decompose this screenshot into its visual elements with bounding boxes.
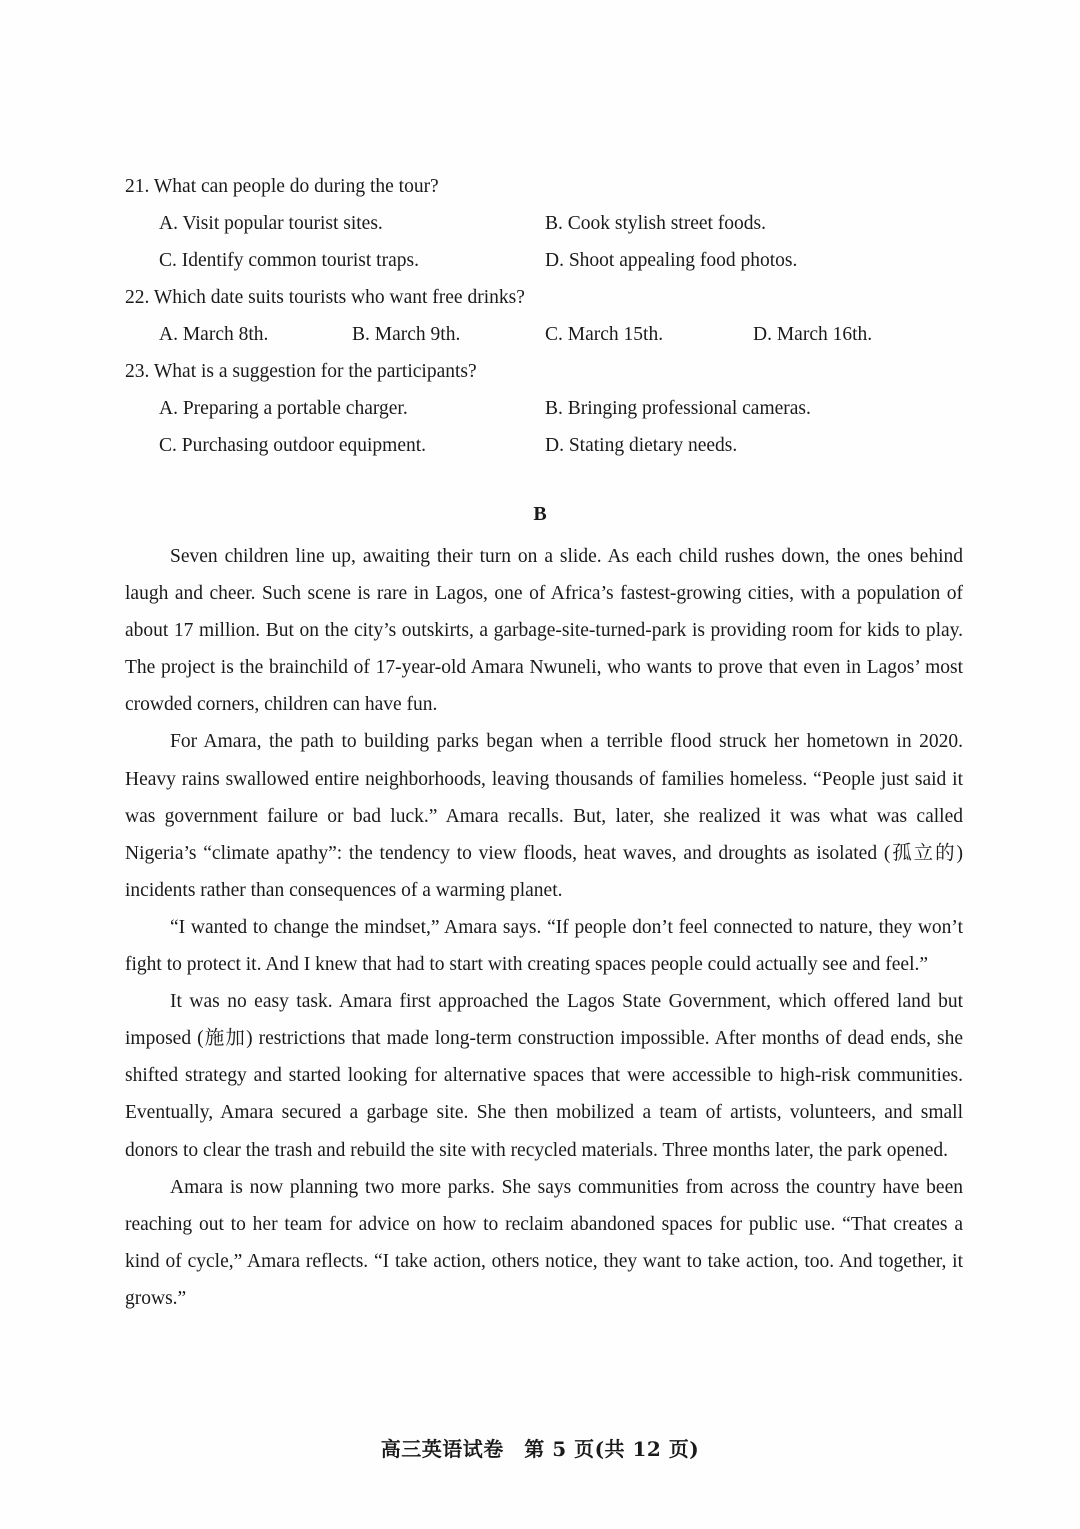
option-row [125,316,965,353]
option-row [125,205,965,242]
question-stem: 21. What can people do during the tour? [125,176,439,197]
option-a: A. March 8th. [159,324,269,345]
passage-paragraph: Seven children line up, awaiting their turn on a slide. As each child rushes down, the ones behind laugh and cheer. Such scene is rare in Lagos, one of Africa’s fastest-growing cities, with a population of about 17 million. But on the city’s outskirts, a garbage-site-turned-park is providing room for kids to play. The project is the brainchild of 17-year-old Amara Nwuneli, who wants to prove that even in Lagos’ most crowded corners, children can have fun. [125,546,963,716]
option-d: D. March 16th. [753,324,873,345]
option-a: A. Visit popular tourist sites. [159,213,383,234]
option-d: D. Shoot appealing food photos. [545,250,798,271]
passage-paragraph: “I wanted to change the mindset,” Amara says. “If people don’t feel connected to nature, they won’t fight to protect it. And I knew that had to start with creating spaces people could actually see and feel.” [125,916,963,976]
option-b: B. March 9th. [352,324,461,345]
option-c: C. Purchasing outdoor equipment. [159,435,427,456]
question-23 [125,353,965,464]
passage-paragraph: For Amara, the path to building parks began when a terrible flood struck her hometown in 2020. Heavy rains swallowed entire neighborhoods, leaving thousands of families homeless. “People just said it was government failure or bad luck.” Amara recalls. But, later, she realized it was what was called Nigeria’s “climate apathy”: the tendency to view floods, heat waves, and droughts as isolated (孤立的) incidents rather than consequences of a warming planet. [125,731,963,901]
passage-paragraph: It was no easy task. Amara first approached the Lagos State Government, which offered land but imposed (施加) restrictions that made long-term construction impossible. After months of dead ends, she shifted strategy and started looking for alternative spaces that were accessible to high-risk communities. Eventually, Amara secured a garbage site. She then mobilized a team of artists, volunteers, and small donors to clear the trash and rebuild the site with recycled materials. Three months later, the park opened. [125,991,963,1161]
option-d: D. Stating dietary needs. [545,435,738,456]
option-c: C. March 15th. [545,324,664,345]
question-stem: 23. What is a suggestion for the participants? [125,361,477,382]
question-list [125,168,965,464]
option-b: B. Bringing professional cameras. [545,398,811,419]
option-c: C. Identify common tourist traps. [159,250,419,271]
option-b: B. Cook stylish street foods. [545,213,767,234]
option-a: A. Preparing a portable charger. [159,398,408,419]
option-row [125,427,965,464]
passage-paragraph: Amara is now planning two more parks. She says communities from across the country have been reaching out to her team for advice on how to reclaim abandoned spaces for public use. “That creates a kind of cycle,” Amara reflects. “I take action, others notice, they want to take action, too. And together, it grows.” [125,1176,963,1309]
option-row [125,242,965,279]
page-footer: 高三英语试卷 第 5 页(共 12 页) [380,1437,700,1461]
question-21 [125,168,965,279]
question-22 [125,279,965,353]
section-heading: B [533,503,547,525]
option-row [125,390,965,427]
reading-passage [125,538,963,1317]
question-stem: 22. Which date suits tourists who want free drinks? [125,287,525,308]
